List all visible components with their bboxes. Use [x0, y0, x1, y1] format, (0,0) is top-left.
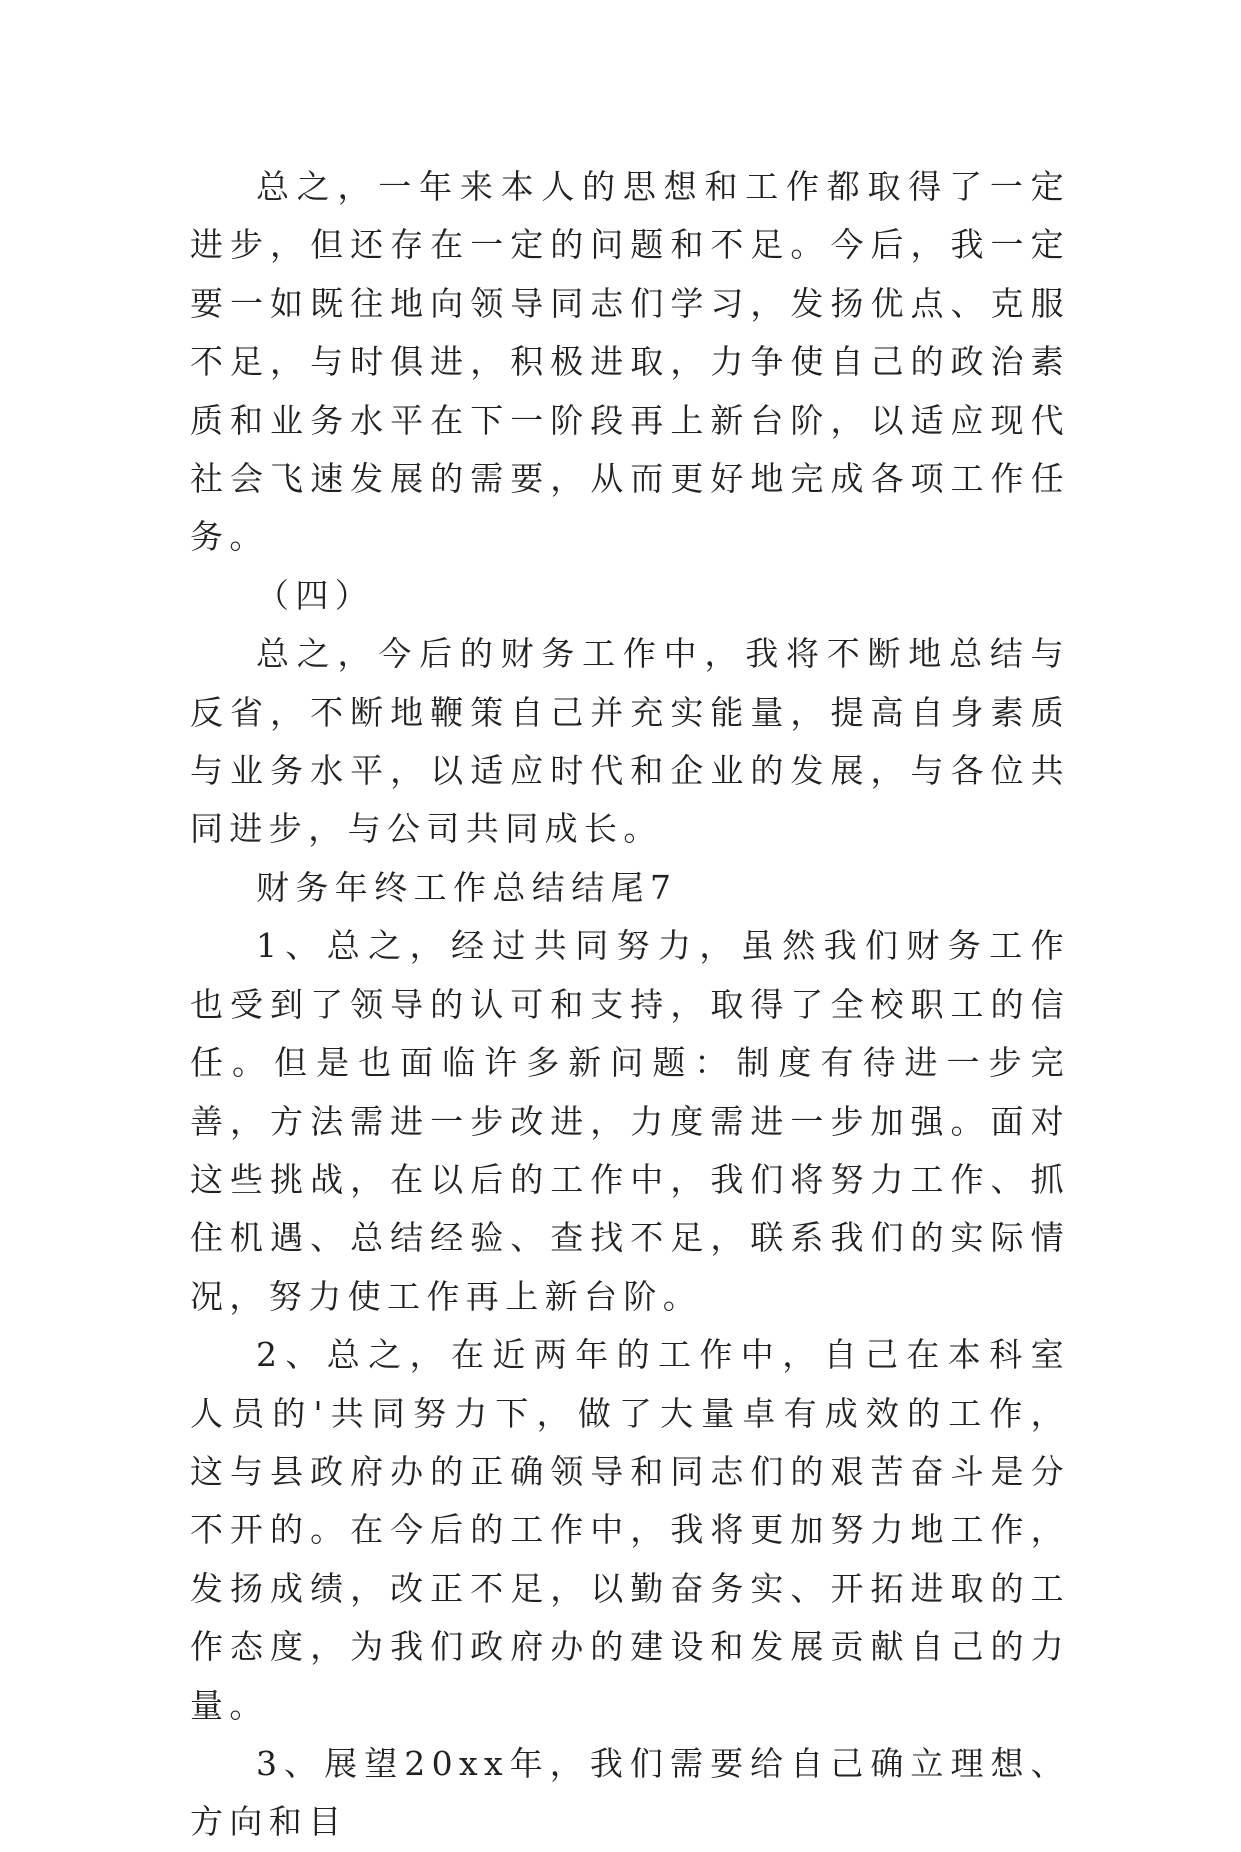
paragraph-finance-reflection: 总之，今后的财务工作中，我将不断地总结与反省，不断地鞭策自己并充实能量，提高自身素质与业务水平，以适应时代和企业的发展，与各位共同进步，与公司共同成长。 — [190, 634, 1070, 849]
paragraph-item-2: 2、总之，在近两年的工作中，自己在本科室人员的'共同努力下，做了大量卓有成效的工作，这与县政府办的正确领导和同志们的艰苦奋斗是分不开的。在今后的工作中，我将更加努力地工作，发扬成绩，改正不足，以勤奋务实、开拓进取的工作态度，为我们政府办的建设和发展贡献自己的力量。 — [190, 1335, 1070, 1725]
paragraph-item-1: 1、总之，经过共同努力，虽然我们财务工作也受到了领导的认可和支持，取得了全校职工的信任。但是也面临许多新问题：制度有待进一步完善，方法需进一步改进，力度需进一步加强。面对这些挑战，在以后的工作中，我们将努力工作、抓住机遇、总结经验、查找不足，联系我们的实际情况，努力使工作再上新台阶。 — [190, 926, 1070, 1316]
document-body — [190, 158, 1070, 1852]
paragraph-summary-progress: 总之，一年来本人的思想和工作都取得了一定进步，但还存在一定的问题和不足。今后，我一定要一如既往地向领导同志们学习，发扬优点、克服不足，与时俱进，积极进取，力争使自己的政治素质和业务水平在下一阶段再上新台阶，以适应现代社会飞速发展的需要，从而更好地完成各项工作任务。 — [190, 167, 1070, 557]
section-heading-four: （四） — [256, 575, 375, 615]
section-title-ending-7: 财务年终工作总结结尾7 — [256, 867, 678, 907]
paragraph-item-3: 3、展望20xx年，我们需要给自己确立理想、方向和目 — [190, 1743, 1070, 1842]
